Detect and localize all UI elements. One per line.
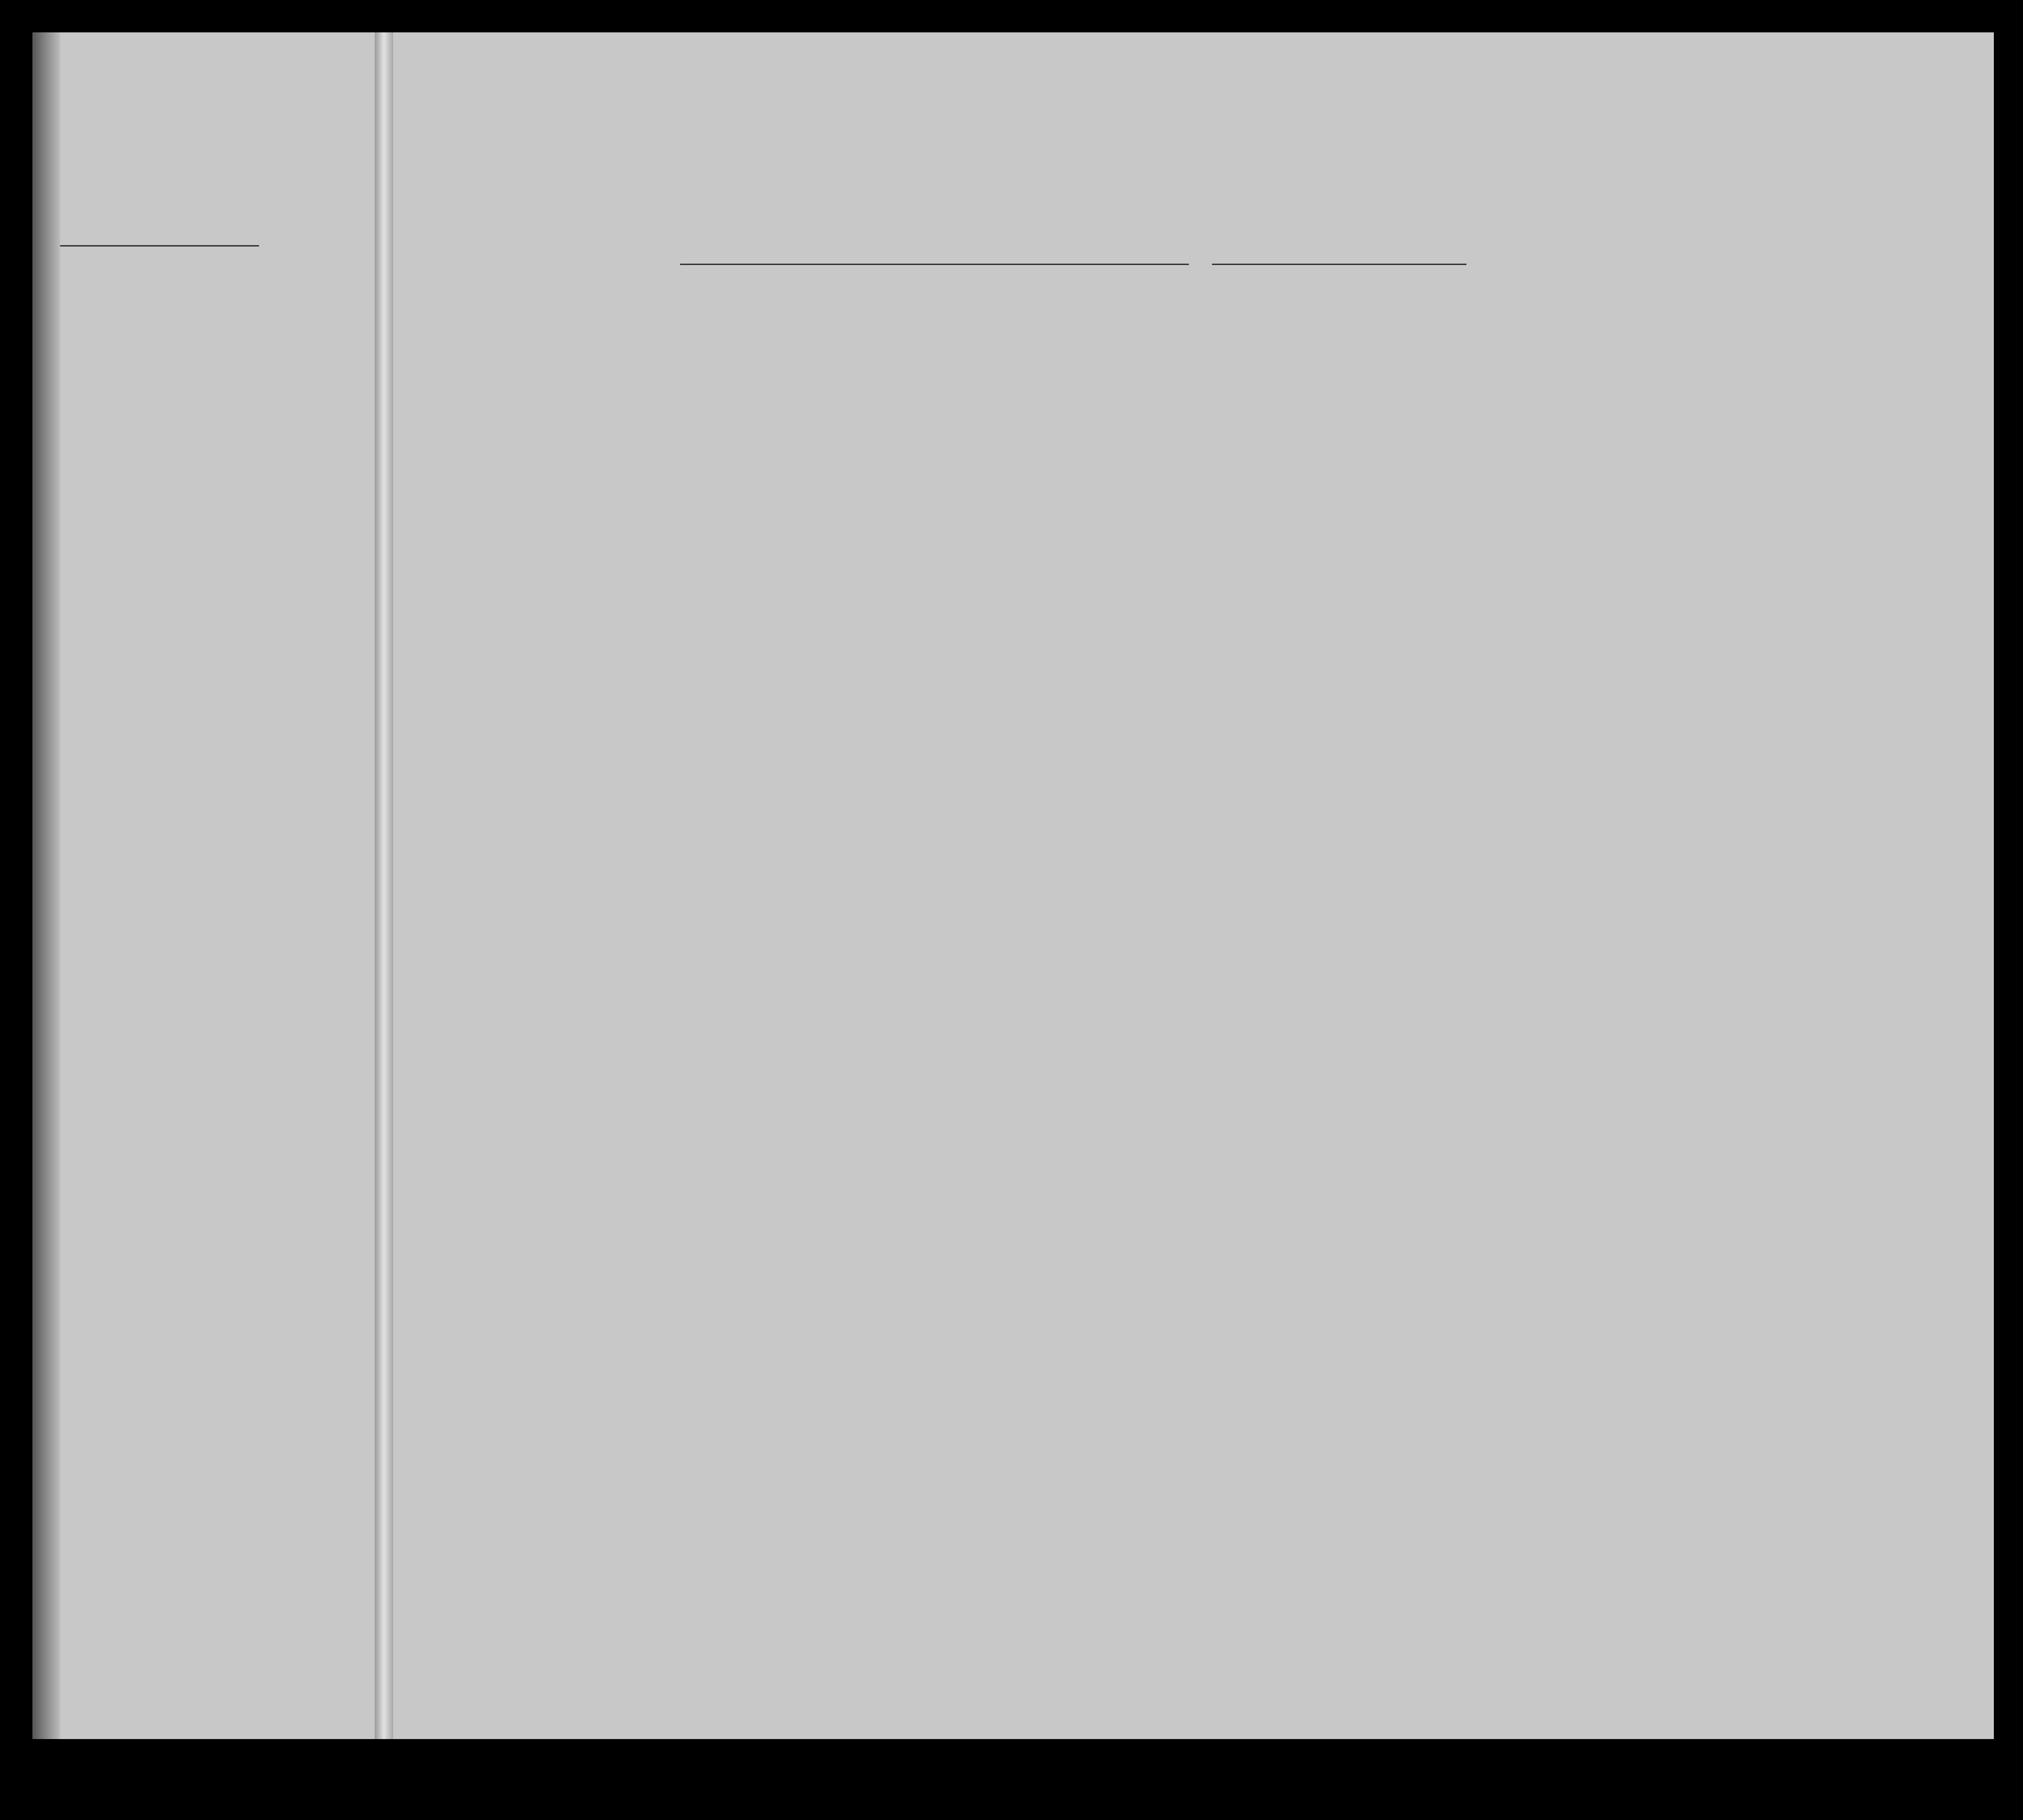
port-line [680, 264, 1189, 265]
book-spine [375, 32, 393, 1739]
arrival-date-line [1212, 264, 1466, 265]
ledger-grid [32, 32, 1994, 1739]
departure-date-line [60, 245, 259, 247]
ledger-page [32, 32, 1994, 1739]
